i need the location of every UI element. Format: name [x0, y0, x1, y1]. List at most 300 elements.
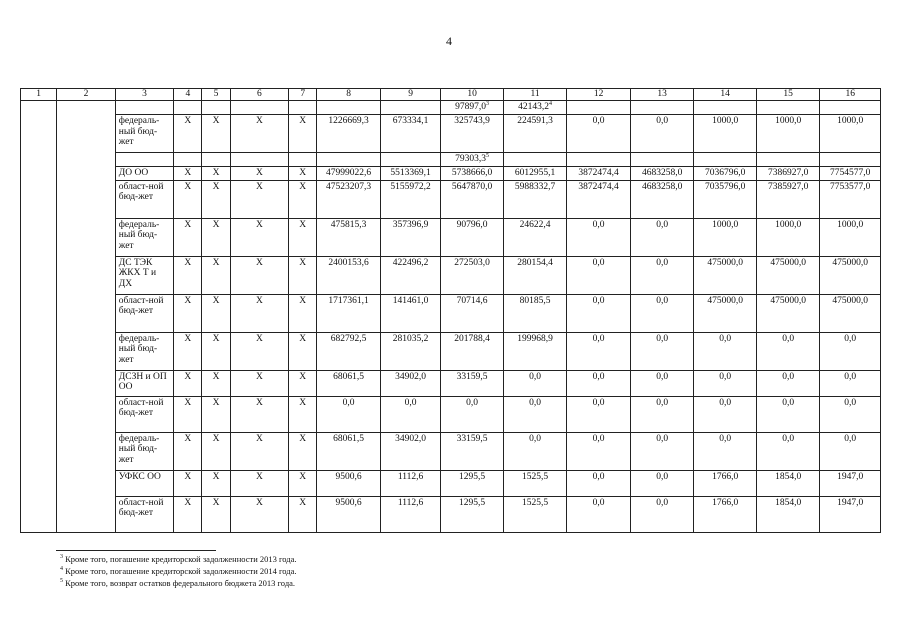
column-number: 1	[21, 89, 57, 101]
mark-cell: X	[230, 332, 288, 370]
value-text: 7386927,0	[767, 168, 809, 178]
footnote	[60, 578, 295, 588]
value-text: 0,0	[656, 497, 669, 508]
mark-cell: X	[289, 496, 317, 532]
value-text: 4683258,0	[641, 168, 683, 178]
footnote-mark: 3	[60, 554, 63, 561]
value-text: 9500,6	[335, 471, 362, 482]
value-cell	[756, 101, 820, 115]
value-cell	[567, 496, 631, 532]
merged-cell-col-2	[57, 101, 115, 533]
value-cell	[503, 115, 567, 153]
value-cell	[567, 167, 631, 181]
value-cell	[317, 432, 381, 470]
footnote-mark: 4	[60, 566, 63, 573]
value-cell	[630, 180, 694, 218]
value-cell	[630, 294, 694, 332]
table-row	[21, 496, 881, 532]
footnote-mark: 5	[60, 578, 63, 585]
mark-cell: X	[202, 370, 230, 396]
value-cell	[630, 115, 694, 153]
table-row	[21, 332, 881, 370]
value-cell	[756, 370, 820, 396]
value-cell	[503, 432, 567, 470]
value-cell	[380, 294, 440, 332]
value-cell	[756, 396, 820, 432]
value-cell	[567, 218, 631, 256]
value-cell	[503, 180, 567, 218]
value-text: 1766,0	[712, 497, 739, 508]
mark-cell: X	[202, 332, 230, 370]
value-text: 0,0	[656, 116, 669, 126]
footnote-ref: 3	[486, 100, 490, 107]
value-cell	[756, 470, 820, 496]
mark-cell: X	[289, 256, 317, 294]
table-row	[21, 432, 881, 470]
value-cell	[380, 115, 440, 153]
value-text: 141461,0	[392, 295, 429, 306]
value-text: 201788,4	[454, 333, 490, 344]
value-text: 0,0	[656, 371, 669, 382]
mark-cell	[174, 101, 202, 115]
value-text: 0,0	[656, 257, 669, 268]
value-text: 90796,0	[456, 219, 488, 230]
table-row	[21, 294, 881, 332]
table-row	[21, 218, 881, 256]
mark-cell: X	[174, 332, 202, 370]
value-text: 0,0	[719, 433, 732, 444]
value-text: 0,0	[592, 333, 605, 344]
value-text: 1947,0	[837, 471, 864, 482]
value-text: 2400153,6	[328, 257, 369, 268]
value-cell	[317, 496, 381, 532]
value-text: 1000,0	[775, 219, 802, 230]
column-number: 3	[115, 89, 173, 101]
value-cell	[380, 432, 440, 470]
mark-cell: X	[174, 432, 202, 470]
value-cell	[441, 218, 504, 256]
row-label: област-ной бюд-жет	[115, 180, 173, 218]
value-text: 0,0	[719, 397, 732, 408]
row-label: федераль-ный бюд-жет	[115, 432, 173, 470]
mark-cell	[202, 101, 230, 115]
mark-cell: X	[230, 218, 288, 256]
column-number: 10	[441, 89, 504, 101]
value-text: 1717361,1	[328, 295, 369, 306]
value-text: 0,0	[592, 471, 605, 482]
mark-cell	[289, 153, 317, 167]
value-cell	[503, 396, 567, 432]
merged-cell-col-1	[21, 101, 57, 533]
mark-cell	[174, 153, 202, 167]
value-cell	[694, 153, 757, 167]
value-text: 0,0	[656, 471, 669, 482]
value-text: 1525,5	[522, 471, 549, 482]
table-row	[21, 396, 881, 432]
value-cell	[503, 101, 567, 115]
value-text: 34902,0	[395, 433, 427, 444]
row-label: федераль-ный бюд-жет	[115, 332, 173, 370]
value-text: 0,0	[592, 397, 605, 408]
value-text: 97897,0	[455, 102, 487, 112]
value-cell	[630, 101, 694, 115]
value-cell	[694, 101, 757, 115]
value-cell	[630, 432, 694, 470]
value-cell	[694, 496, 757, 532]
value-cell	[380, 370, 440, 396]
value-text: 475000,0	[707, 295, 743, 306]
value-text: 6012955,1	[514, 168, 556, 178]
mark-cell: X	[230, 115, 288, 153]
table-row	[21, 167, 881, 181]
value-cell	[317, 115, 381, 153]
value-cell	[694, 370, 757, 396]
column-number: 16	[820, 89, 881, 101]
value-text: 1000,0	[837, 219, 864, 230]
value-text: 1854,0	[775, 471, 802, 482]
value-text: 1295,5	[459, 497, 486, 508]
value-text: 5513369,1	[390, 168, 431, 178]
value-text: 0,0	[529, 371, 542, 382]
value-text: 0,0	[844, 397, 857, 408]
value-text: 475000,0	[832, 257, 869, 268]
value-cell	[567, 470, 631, 496]
value-cell	[567, 370, 631, 396]
value-cell	[380, 218, 440, 256]
value-cell	[630, 496, 694, 532]
column-number: 6	[230, 89, 288, 101]
footnote-ref: 4	[549, 100, 553, 107]
mark-cell: X	[202, 180, 230, 218]
value-cell	[441, 101, 504, 115]
mark-cell	[230, 101, 288, 115]
value-text: 0,0	[592, 371, 605, 382]
value-text: 0,0	[592, 219, 605, 230]
value-cell	[630, 153, 694, 167]
mark-cell: X	[174, 470, 202, 496]
mark-cell: X	[174, 496, 202, 532]
column-number: 5	[202, 89, 230, 101]
footnote-ref: 5	[486, 152, 490, 159]
value-text: 0,0	[656, 219, 669, 230]
value-text: 42143,2	[518, 102, 550, 112]
value-text: 68061,5	[333, 433, 365, 444]
value-text: 0,0	[656, 397, 669, 408]
value-cell	[567, 332, 631, 370]
value-cell	[567, 115, 631, 153]
value-text: 5647870,0	[451, 181, 493, 192]
value-cell	[756, 256, 820, 294]
value-cell	[630, 370, 694, 396]
value-text: 0,0	[844, 433, 857, 444]
value-text: 0,0	[592, 295, 605, 306]
value-text: 224591,3	[517, 116, 553, 126]
value-text: 1766,0	[712, 471, 739, 482]
value-text: 0,0	[782, 397, 795, 408]
footnote-separator	[56, 550, 216, 551]
value-cell	[503, 496, 567, 532]
mark-cell: X	[202, 432, 230, 470]
value-text: 3872474,4	[578, 168, 619, 178]
value-text: 1000,0	[837, 116, 864, 126]
value-cell	[317, 470, 381, 496]
value-cell	[630, 470, 694, 496]
value-cell	[630, 256, 694, 294]
mark-cell: X	[174, 167, 202, 181]
value-text: 0,0	[592, 116, 605, 126]
value-text: 280154,4	[517, 257, 553, 268]
value-cell	[694, 432, 757, 470]
column-number: 2	[57, 89, 115, 101]
column-number: 7	[289, 89, 317, 101]
mark-cell: X	[230, 432, 288, 470]
value-cell	[380, 101, 440, 115]
value-cell	[630, 167, 694, 181]
value-cell	[380, 396, 440, 432]
value-cell	[441, 370, 504, 396]
mark-cell: X	[289, 396, 317, 432]
mark-cell: X	[202, 167, 230, 181]
mark-cell: X	[289, 180, 317, 218]
value-cell	[820, 180, 881, 218]
value-cell	[317, 153, 381, 167]
footnote-text: Кроме того, возврат остатков федерального бюджета 2013 года.	[63, 578, 296, 588]
value-text: 475815,3	[330, 219, 367, 230]
budget-table	[20, 88, 881, 533]
value-cell	[567, 153, 631, 167]
row-label: област-ной бюд-жет	[115, 396, 173, 432]
mark-cell: X	[230, 396, 288, 432]
column-number: 11	[503, 89, 567, 101]
value-text: 1112,6	[397, 497, 424, 508]
column-number: 12	[567, 89, 631, 101]
value-cell	[317, 256, 381, 294]
value-text: 0,0	[656, 433, 669, 444]
value-text: 5988332,7	[514, 181, 556, 192]
table-row	[21, 256, 881, 294]
value-text: 5738666,0	[451, 168, 493, 178]
value-cell	[441, 256, 504, 294]
value-cell	[317, 370, 381, 396]
row-label: област-ной бюд-жет	[115, 496, 173, 532]
value-text: 80185,5	[519, 295, 551, 306]
value-text: 0,0	[404, 397, 417, 408]
value-text: 7754577,0	[830, 168, 871, 178]
value-cell	[756, 332, 820, 370]
value-text: 1000,0	[775, 116, 802, 126]
mark-cell: X	[230, 256, 288, 294]
mark-cell: X	[289, 167, 317, 181]
mark-cell: X	[289, 470, 317, 496]
value-text: 3872474,4	[578, 181, 619, 192]
value-text: 1525,5	[522, 497, 549, 508]
value-cell	[820, 396, 881, 432]
mark-cell: X	[202, 294, 230, 332]
table-row	[21, 153, 881, 167]
value-text: 1295,5	[459, 471, 486, 482]
mark-cell: X	[174, 396, 202, 432]
value-cell	[820, 470, 881, 496]
value-text: 673334,1	[392, 116, 429, 126]
value-text: 7753577,0	[830, 181, 871, 192]
value-cell	[441, 470, 504, 496]
value-cell	[567, 294, 631, 332]
value-cell	[441, 294, 504, 332]
value-cell	[694, 115, 757, 153]
value-cell	[756, 496, 820, 532]
value-cell	[567, 180, 631, 218]
value-cell	[820, 432, 881, 470]
table-row	[21, 470, 881, 496]
value-cell	[756, 115, 820, 153]
value-cell	[503, 332, 567, 370]
column-number: 13	[630, 89, 694, 101]
row-label: ДО ОО	[115, 167, 173, 181]
value-cell	[380, 496, 440, 532]
value-cell	[503, 294, 567, 332]
mark-cell: X	[174, 180, 202, 218]
value-cell	[503, 256, 567, 294]
mark-cell: X	[202, 256, 230, 294]
mark-cell: X	[174, 370, 202, 396]
value-cell	[503, 167, 567, 181]
value-cell	[441, 496, 504, 532]
value-cell	[756, 218, 820, 256]
value-cell	[820, 115, 881, 153]
value-cell	[756, 167, 820, 181]
footnote-text: Кроме того, погашение кредиторской задолженности 2013 года.	[63, 554, 297, 564]
mark-cell: X	[230, 180, 288, 218]
value-cell	[317, 332, 381, 370]
value-cell	[503, 470, 567, 496]
value-text: 9500,6	[335, 497, 362, 508]
value-cell	[694, 218, 757, 256]
column-number: 9	[380, 89, 440, 101]
mark-cell: X	[289, 115, 317, 153]
value-cell	[694, 332, 757, 370]
column-number: 8	[317, 89, 381, 101]
mark-cell: X	[174, 218, 202, 256]
column-number-row	[21, 89, 881, 101]
value-text: 1000,0	[712, 219, 739, 230]
value-cell	[694, 470, 757, 496]
value-text: 7035796,0	[704, 181, 746, 192]
value-cell	[380, 167, 440, 181]
value-text: 47999022,6	[326, 168, 372, 178]
value-cell	[317, 218, 381, 256]
value-text: 682792,5	[330, 333, 367, 344]
value-text: 1947,0	[837, 497, 864, 508]
value-text: 281035,2	[392, 333, 429, 344]
value-cell	[380, 256, 440, 294]
value-cell	[441, 432, 504, 470]
value-cell	[441, 332, 504, 370]
row-label: ДС ТЭК ЖКХ Т и ДХ	[115, 256, 173, 294]
value-text: 0,0	[342, 397, 355, 408]
value-cell	[380, 180, 440, 218]
value-text: 0,0	[719, 371, 732, 382]
value-cell	[630, 396, 694, 432]
row-label	[115, 101, 173, 115]
value-cell	[567, 432, 631, 470]
value-cell	[503, 153, 567, 167]
value-cell	[317, 396, 381, 432]
value-cell	[820, 167, 881, 181]
value-cell	[820, 218, 881, 256]
mark-cell: X	[289, 294, 317, 332]
value-text: 68061,5	[333, 371, 365, 382]
mark-cell: X	[230, 496, 288, 532]
value-text: 0,0	[844, 333, 857, 344]
value-text: 475000,0	[770, 295, 806, 306]
value-text: 475000,0	[832, 295, 869, 306]
value-text: 33159,5	[456, 433, 488, 444]
value-cell	[317, 294, 381, 332]
value-text: 0,0	[782, 371, 795, 382]
mark-cell: X	[289, 432, 317, 470]
value-cell	[441, 180, 504, 218]
value-text: 0,0	[844, 371, 857, 382]
mark-cell: X	[202, 496, 230, 532]
value-cell	[820, 332, 881, 370]
row-label: федераль-ный бюд-жет	[115, 218, 173, 256]
value-text: 422496,2	[392, 257, 429, 268]
value-cell	[630, 218, 694, 256]
value-text: 70714,6	[456, 295, 488, 306]
value-text: 47523207,3	[326, 181, 372, 192]
mark-cell: X	[289, 218, 317, 256]
value-cell	[567, 396, 631, 432]
value-cell	[694, 294, 757, 332]
value-cell	[694, 180, 757, 218]
row-label: ДСЗН и ОП ОО	[115, 370, 173, 396]
value-cell	[441, 115, 504, 153]
column-number: 15	[756, 89, 820, 101]
mark-cell	[230, 153, 288, 167]
value-cell	[694, 167, 757, 181]
value-text: 357396,9	[392, 219, 429, 230]
value-text: 33159,5	[456, 371, 488, 382]
table-row	[21, 370, 881, 396]
row-label	[115, 153, 173, 167]
value-cell	[820, 101, 881, 115]
value-cell	[630, 332, 694, 370]
column-number: 4	[174, 89, 202, 101]
value-cell	[820, 153, 881, 167]
value-cell	[441, 396, 504, 432]
value-text: 1854,0	[775, 497, 802, 508]
value-cell	[820, 496, 881, 532]
footnote-text: Кроме того, погашение кредиторской задолженности 2014 года.	[63, 566, 297, 576]
value-text: 1000,0	[712, 116, 739, 126]
value-text: 0,0	[592, 497, 605, 508]
value-text: 1112,6	[397, 471, 424, 482]
value-cell	[441, 167, 504, 181]
mark-cell: X	[230, 470, 288, 496]
value-text: 7385927,0	[767, 181, 809, 192]
value-text: 1226669,3	[328, 116, 369, 126]
value-cell	[503, 218, 567, 256]
value-text: 0,0	[529, 397, 542, 408]
mark-cell: X	[202, 470, 230, 496]
value-text: 0,0	[782, 333, 795, 344]
table-row	[21, 101, 881, 115]
value-cell	[694, 396, 757, 432]
value-text: 0,0	[719, 333, 732, 344]
value-cell	[380, 332, 440, 370]
value-text: 0,0	[656, 333, 669, 344]
value-text: 199968,9	[517, 333, 553, 344]
